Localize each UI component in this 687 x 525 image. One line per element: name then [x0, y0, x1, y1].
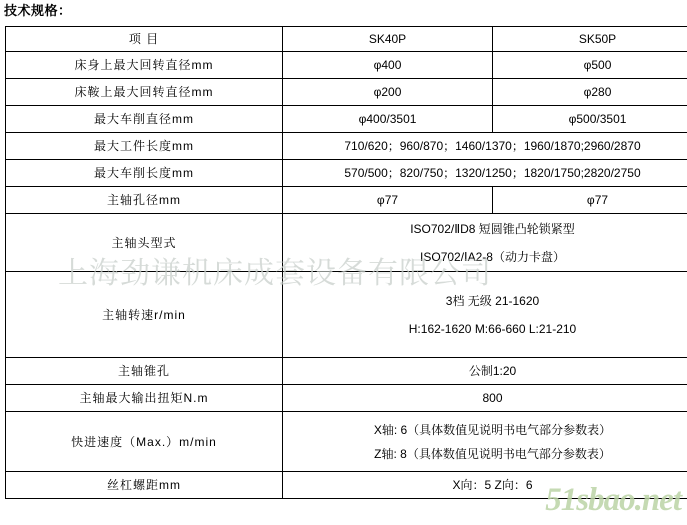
row-value-merged: 570/500；820/750；1320/1250；1820/1750;2820/2750 [283, 160, 687, 187]
row-value-merged [283, 412, 687, 472]
row-label: 主轴孔径mm [6, 187, 283, 214]
column-header-sk50p: SK50P [493, 27, 687, 52]
table-row [6, 52, 687, 79]
row-label: 主轴锥孔 [6, 358, 283, 385]
row-value-merged [283, 214, 687, 272]
row-label: 主轴头型式 [6, 214, 283, 272]
spindle-speed-line-2: H:162-1620 M:66-660 L:21-210 [408, 321, 577, 336]
row-label: 最大工件长度mm [6, 133, 283, 160]
row-value-sk50p: φ280 [493, 79, 687, 106]
row-label: 丝杠螺距mm [6, 472, 283, 499]
row-label: 主轴转速r/min [6, 272, 283, 358]
table-row [6, 472, 687, 499]
row-label: 主轴最大输出扭矩N.m [6, 385, 283, 412]
row-value-merged: 710/620；960/870；1460/1370；1960/1870;2960/2870 [283, 133, 687, 160]
specifications-table [5, 26, 687, 499]
company-watermark: 上海劲谦机床成套设备有限公司 [58, 257, 492, 290]
row-value-sk50p: φ77 [493, 187, 687, 214]
row-value-sk40p: φ400 [283, 52, 493, 79]
table-row [6, 214, 687, 272]
row-value-merged: X向：5 Z向：6 [283, 472, 687, 499]
table-header-row [6, 27, 687, 52]
rapid-feed-line-2: Z轴: 8（具体数值见说明书电气部分参数表） [374, 446, 611, 461]
row-label: 最大车削直径mm [6, 106, 283, 133]
table-row [6, 358, 687, 385]
rapid-feed-line-1: X轴: 6（具体数值见说明书电气部分参数表） [373, 422, 612, 437]
table-row [6, 106, 687, 133]
spindle-speed-line-1: 3档 无级 21-1620 [445, 293, 540, 308]
spindle-nose-line-1: ISO702/ⅡD8 短圆锥凸轮锁紧型 [410, 221, 575, 236]
table-row [6, 133, 687, 160]
row-label: 最大车削长度mm [6, 160, 283, 187]
table-row [6, 272, 687, 358]
row-value-sk50p: φ500 [493, 52, 687, 79]
page-title: 技术规格： [4, 3, 72, 18]
spindle-nose-line-2: ISO702/ⅠA2-8（动力卡盘） [420, 249, 565, 264]
table-row [6, 160, 687, 187]
row-value-sk40p: φ200 [283, 79, 493, 106]
row-value-merged: 公制1:20 [283, 358, 687, 385]
column-header-item: 项 目 [6, 27, 283, 52]
row-value-sk50p: φ500/3501 [493, 106, 687, 133]
table-row [6, 412, 687, 472]
row-value-sk40p: φ400/3501 [283, 106, 493, 133]
row-value-merged: 800 [283, 385, 687, 412]
row-value-merged [283, 272, 687, 358]
column-header-sk40p: SK40P [283, 27, 493, 52]
row-label: 床身上最大回转直径mm [6, 52, 283, 79]
row-label: 床鞍上最大回转直径mm [6, 79, 283, 106]
row-value-sk40p: φ77 [283, 187, 493, 214]
site-watermark: 51sbao.net [545, 482, 681, 518]
row-label: 快进速度（Max.）m/min [6, 412, 283, 472]
table-row [6, 79, 687, 106]
table-row [6, 187, 687, 214]
table-row [6, 385, 687, 412]
